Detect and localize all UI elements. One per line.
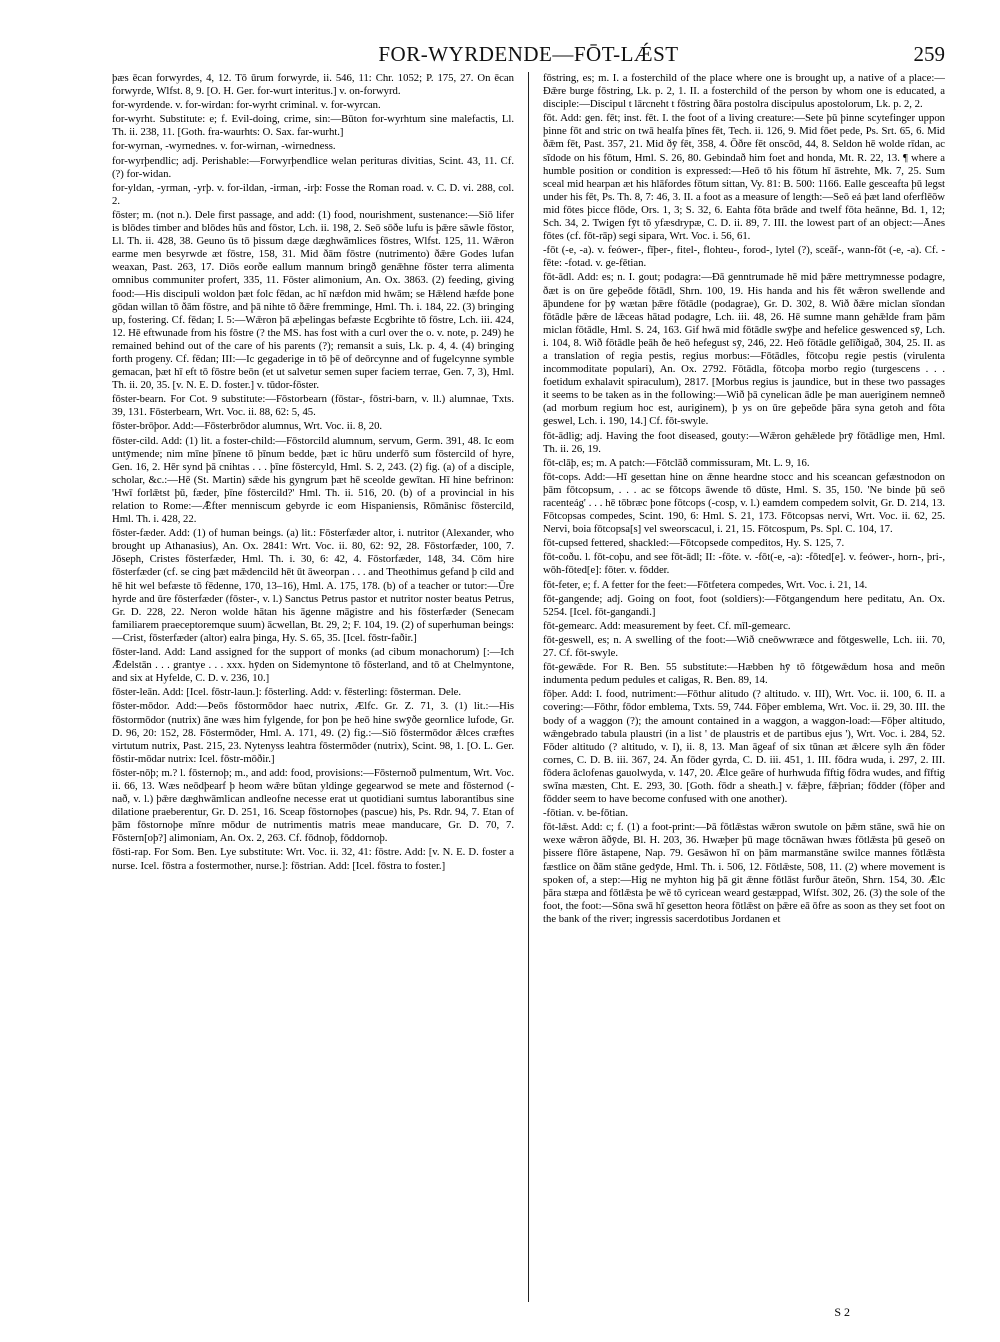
dictionary-entry: fōster-leān. Add: [Icel. fōstr-laun.]: fōsterling. Add: v. fēsterling: fōsterman. Dele. bbox=[112, 686, 462, 699]
dictionary-entry: fōt-cops. Add:—Hī gesettan hine on ǣnne heardne stocc and his sceancan gefæstnodon on þām fōtcopsum, . . . ac se fōtcops āwende tō dūste, Hml. S. 35, 150. 'Ne binde þū seō racenteág' . . . hē tōbræc þone fōtcops (-cosp, v. l.) eamdem compedem solvit, Gr. D. 214, 13. Fōtcopsas compedes, Scint. 190, 6: Hml. S. 21, 173. Fōtcopsas nervi, Wrt. Voc. ii. 62, 25. Nervi, boia fōtcopsa[s] vel sweorscacul, i. 21, 15. Fōtcospum, Ps. Spl. C. 104, 17. bbox=[543, 470, 946, 536]
page-header bbox=[112, 38, 945, 68]
dictionary-entry: fōt. Add: gen. fēt; inst. fēt. I. the foot of a living creature:—Sete þū þinne scytefinger uppon þinne fōt and stric on twā healfa þīnes fēt, Tech. ii. 126, 9. Mid fōet pede, Ps. Srt. 65, 6. Mid ðǣm fēt, Past. 357, 21. Mid ðȳ fēt, 358, 4. Ōðre fēt onscōd, 44, 8. Seldon hē wolde rīdan, ac sīdode on his fōtum, Hml. S. 26, 80. Gebindað him foet and honda, Mt. R. 22, 13. ¶ where a humble position or condition is expressed:—Heō tō his fōtum hī āstrehte, Mk. 7, 25. Sum sceal mid hearpan æt his hlāfordes fōtum sittan, Vy. 81: B. 500: 1166. Ealle gesceafta þū legst under his fēt, Ps. Th. 8, 7: 46, 3. II. a foot as a measure of length:—Seō eá þæt land oferflēōw mid fōtes þicce flōde, Ors. 1, 3; S. 32, 6. Eahta fōta brāde and twelf fōta heānne, Bd. 1, 12; Sch. 34, 2. Twigen fȳt tō yfæsdrypæ, C. D. ii. 89, 7. III. the lowest part of an object:—Ānes fōtes (cf. fōt-rāp) segi sipara, Wrt. Voc. i. 56, 61. bbox=[543, 112, 946, 243]
dictionary-entry: fōt-gemearc. Add: measurement by feet. Cf. mīl-gemearc. bbox=[543, 619, 791, 632]
dictionary-entry: fōt-coðu. l. fōt-coþu, and see fōt-ādl; II: -fōte. v. -fōt(-e, -a): -fōted[e]. v. feówer-, horn-, þri-, wōh-fōted[e]: fōter. v. fōdder. bbox=[543, 551, 946, 577]
dictionary-entry: fōt-ādl. Add: es; n. I. gout; podagra:—Ðā genntrumade hē mid þǣre mettrymnesse podagre, ðæt is on ūre geþeōde fōtādl, Shrn. 100, 19. His handa and his fēt wǣron swellende and āþundene for þȳ wætan þǣre fōtādle (podagrae), Gr. D. 302, 8. Wið ðǣre miclan sīondan fōtādle þǣre de lǣceas hātad podagre, Lch. iii. 48, 26. Hē sumne mann gehǣlde fram þām miclan fōtādle, Hml. S. 24, 163. Gif hwā mid fōtādle swȳþe and hefelice geswenced sȳ, Lch. i. 104, 8. Wið fōtādle þeāh ðe heō hefegust sȳ, 246, 22. Heō fōtādle gelīðigað, 304, 25. II. as a translation of regia pestis, regius morbus:—Fōtādles, fōtcoþu regie pestis (virulenta incommoditate populari), An. Ox. 2792. Fōtādla, fōtcoþa morbo regio (turgescens . . . foetidum exhalavit spiraculum), 2817. [Morbus regius is jaundice, but in these two passages it seems to be taken as in the following:—Wið þā cynelican ādle þe man aueriginem nemneð (ad morbum regium hoc est, auriginem), þ ys on ūre geþeōde þāra syna getoh and fōta geswel, Lch. i. 190, 14.] Cf. fōt-swyle. bbox=[543, 271, 946, 428]
dictionary-entry: fōster-fæder. Add: (1) of human beings. (a) lit.: Fōsterfæder altor, i. nutritor (Alexander, who brought up Athanasius), An. Ox. 2841: Wrt. Voc. ii. 80, 62: 92, 28. Fōstorfæder, 100, 7. Jōseph, Cristes fōsterfæder, Hml. Th. i. 30, 6: 42, 4. Fōstorfæder, 148, 34. Cōm hire fōsterfæder (cf. se cing þæt mǣdencild hēt ūt āweorpan . . . and Theothimus gefand þ cild and hē hit wel befæste tō fēdenne, 170, 13–16), Hml. A. 175, 178. (b) of a teacher or tutor:—Ūre hyrde and ūre fōsterfæder (fōster-, v. l.) Sanctus Petrus pastor et nutritor noster beatus Petrus, Gr. D. 228, 22. Neron wolde hātan his āgenne māgistre and his fōsterfæder (Senecam familiarem praeceptoremque suum) ācwellan, Bt. 29, 2; F. 104, 19. (2) of superhuman beings:—Crist, fōsterfæder (altor) ealra þinga, Hy. S. 65, 35. [Icel. fōstr-faðir.] bbox=[112, 527, 515, 644]
dictionary-entry: fōster-nōþ; m.? l. fōsternoþ; m., and add: food, provisions:—Fōsternoð pulmentum, Wrt. Voc. ii. 66, 13. Wæs neōdþearf þ heom wǣre būtan yldinge gegearwod se mete and fōsternod (-nað, v. l.) þǣre dæghwāmlican andleofne necesse erat ut quotidiani sumtus laborantibus sine dilatione praeberentur, Gr. D. 251, 16. Sceap fōstornoþes (pascue) his, Ps. Rdr. 94, 7. Etan of þām fōstornoþe mīnre mōdur de nutrimentis matris meae manducare, Gr. D. 70, 7. Fōstern[oþ?] alimoniam, An. Ox. 2, 263. Cf. fōdnoþ, fōddornoþ. bbox=[112, 766, 515, 845]
running-head: FOR-WYRDENDE—FŌT-LǼST bbox=[378, 42, 679, 66]
dictionary-entry: fōster-bearn. For Cot. 9 substitute:—Fōstorbearn (fōstar-, fōstri-barn, v. ll.) alumnae, Txts. 39, 131. Fōsterbearn, Wrt. Voc. ii. 88, 62: 5, 45. bbox=[112, 393, 515, 419]
page-number: 259 bbox=[913, 42, 945, 66]
left-column bbox=[112, 72, 514, 1302]
dictionary-entry: fōt-cupsed fettered, shackled:—Fōtcopsede compeditos, Hy. S. 125, 7. bbox=[543, 537, 845, 550]
dictionary-entry: fōþer. Add: I. food, nutriment:—Fōthur alitudo (? altitudo. v. III), Wrt. Voc. ii. 100, 6. II. a covering:—Fōthr, fōdor emblema, Txts. 59, 744. Fōþer emblema, Wrt. Voc. ii. 29, 30. III. the body of a waggon (?); the amount contained in a waggon, a waggon-load:—Fōþer altitudo, wǣngebrado tabula plaustri (in a list ' de plaustris et de partibus ejus '), Wrt. Voc. i. 284, 52. Fōder altitudo (? altitudo, v. I), ii. 8, 13. Man āgeaf of six tūnan æt ǣlcere sylh ǣn fōder cornes, C. D. B. iii. 367, 24. Ān fōder gyrda, C. D. iii. 451, 1. III. fōdra wuda, i. 297, 2. III. fōdera āclofenas gauolwyda, v. 147, 20. Ǣlce geāre of hurhwuda fīftig fōdra wudes, and fīftig swīna mæsten, Cht. E. 293, 30. [Goth. fōdr a sheath.] v. fǣþre, fǣþrian; fōdder (fōþer and fōdder seem to have become confused with one another). bbox=[543, 688, 946, 806]
dictionary-entry: for-wyrht. Substitute: e; f. Evil-doing, crime, sin:—Būton for-wyrhtum sine malefactis, Ll. Th. ii. 238, 11. [Goth. fra-waurhts: O. Sax. far-wurht.] bbox=[112, 113, 515, 139]
dictionary-entry: fōt-feter, e; f. A fetter for the feet:—Fōtfetera compedes, Wrt. Voc. i. 21, 14. bbox=[543, 578, 868, 591]
dictionary-entry: fōt-geswell, es; n. A swelling of the foot:—Wið cneōwwræce and fōtgeswelle, Lch. iii. 70, 27. Cf. fōt-swyle. bbox=[543, 633, 946, 660]
dictionary-entry: for-wyrdende. v. for-wirdan: for-wyrht criminal. v. for-wyrcan. bbox=[112, 99, 381, 112]
dictionary-entry: fōt-clāþ, es; m. A patch:—Fōtclāð commissuram, Mt. L. 9, 16. bbox=[543, 456, 810, 469]
dictionary-entry: fōt-gewǣde. For R. Ben. 55 substitute:—Hæbben hȳ tō fōtgewǣdum hosa and meōn indumenta pedum pedules et caligas, R. Ben. 89, 14. bbox=[543, 661, 946, 687]
dictionary-entry: fōstring, es; m. I. a fosterchild of the place where one is brought up, a native of a place:—Ðǣre burge fōstring, Lk. p. 2, 1. II. a fosterchild of the person by whom one is educated, a disciple:—Discipul t lārcneht t fōstring ðāra postolra discipulus apostolorum, Lk. p. 2, 2. bbox=[543, 72, 946, 111]
dictionary-entry: for-wyrþendlic; adj. Perishable:—Forwyrþendlice welan perituras divitias, Scint. 43, 11. Cf. (?) for-widan. bbox=[112, 154, 515, 180]
signature-mark: S 2 bbox=[834, 1305, 850, 1319]
dictionary-entry: fōster-land. Add: Land assigned for the support of monks (ad cibum monachorum) [:—Ich Ǣdelstān . . . grantye . . . xxx. hȳden on Sidemyntone tō fōsterland, and tō at Chelmyntone, and six at Hyfelde, C. D. v. 236, 10.] bbox=[112, 646, 515, 685]
dictionary-entry: fōster-mōdor. Add:—Þeōs fōstormōdor haec nutrix, Ælfc. Gr. Z. 71, 3. (1) lit.:—His fōstormōdor (nutrix) āne wæs him fylgende, for þon þe heō hine swȳðe geornlice lufode, Gr. D. 96, 20: 152, 28. Fōstermōder, Hml. A. 171, 49. (2) fig.:—Siō fōstermōdor ǣlces cræftes virtutum nutrix, Past. 215, 23. Nytenyss leahtra fōstermōder (nutrix), Scint. 98, 1. [O. L. Ger. fōstir-mōdar nutrix: Icel. fōstr-mōðir.] bbox=[112, 700, 515, 765]
dictionary-entry: -fōtian. v. be-fōtian. bbox=[543, 807, 629, 820]
dictionary-entry: fōt-lǣst. Add: c; f. (1) a foot-print:—Þā fōtlǣstas wǣron swutole on þǣm stāne, swā hie on wexe wǣron āðȳde, Bl. H. 203, 36. Hwæþer þū mage tōcnāwan hwæs fōtlǣsta þū geseō on þissere flōre āstapene, Nap. 79. Gesāwon hī on þām marmanstāne swilce mannes fōtlǣsta fæstlice on ðām stāne gedȳde, Hml. Th. i. 506, 12. Fōtlǣste, 508, 11. (2) where movement is spoken of, a step:—Hig ne myhton hig þā git ǣnne fōtlāst furður āteōn, Shrn. 154, 30. Ǣlc þāra stæpa and fōtlǣsta þe wē tō cyricean weard gestæppad, Wlfst. 302, 26. (3) the sole of the foot, the foot:—Sōna swā hī gesetton heora fōtlǣst on þǣre eā ōfre as soon as they set foot on the bank of the river; ingressis sacerdotibus Jordanen et bbox=[543, 821, 946, 925]
dictionary-entry: for-yldan, -yrman, -yrþ. v. for-ildan, -irman, -irþ: Fosse the Roman road. v. C. D. vi. 288, col. 2. bbox=[112, 181, 515, 207]
dictionary-entry: fōster-cild. Add: (1) lit. a foster-child:—Fōstorcild alumnum, servum, Germ. 391, 48. Ic eom untȳmende; nim mīne þīnene tō þīnum bedde, þæt ic hūru underfō sum fōstercild of hyre, Gen. 16, 2. Hēr synd þā cnihtas . . . þīne fōstercyld, Hml. S. 2, 243. (2) fig. (a) of a disciple, scholar, &c.:—Hē (St. Martin) sǣde his gyngrum þæt hē sceolde gewītan. Hī hine befrinon: 'Hwī forlǣtst þū, fæder, þīne fōstercild?' Hml. Th. ii. 516, 20. (b) of a provincial in his relation to Rome:—Ǣfter menniscum gebyrde ic eom Hispaniensis, Rōmānisc fōstercild, Hml. Th. i. 428, 22. bbox=[112, 434, 515, 526]
dictionary-entry: fōt-ādlig; adj. Having the foot diseased, gouty:—Wǣron gehǣlede þrȳ fōtādlige men, Hml. Th. ii. 26, 19. bbox=[543, 429, 946, 455]
dictionary-entry: þæs ēcan forwyrdes, 4, 12. Tō ūrum forwyrde, ii. 546, 11: Chr. 1052; P. 175, 27. On ēcan forwyrde, Wlfst. 8, 9. [O. H. Ger. for-wurt interitus.] v. on-forwyrd. bbox=[112, 72, 515, 98]
dictionary-entry: fōster; m. (not n.). Dele first passage, and add: (1) food, nourishment, sustenance:—Siō lifer is blōdes timber and blōdes hūs and fōstor, Lch. ii. 198, 2. Seō sōðe lufu is þǣre sāwle fōstor, Ll. Th. ii. 428, 38. Geuno ūs tō þissum dæge dæghwāmlices fōstres, Wlfst. 125, 11. Wǣron earme men besyrwde æt fōstre, 158, 31. Mid ðām fōstre (nutrimento) ðǣre Godes lufan weaxan, Past. 263, 17. Diōs eorðe eallum mannum bringð genǣhne fōster terra alimenta omnibus communiter profert, 335, 11. Fōster alimonium, An. Ox. 3863. (2) feeding, giving food:—His discipuli woldon þæt folc fēdan, ac hī næfdon mid hwām; se Hǣlend hæfde þone gōdan willan tō ðām fōstre, and þā nihte tō ðǣre fremminge, Hml. Th. i. 184, 22. (3) bringing up, fostering. Cf. fēdan; I. 5:—Wǣron þā æþelingas befæste Ecgbrihte tō fōstre, Lch. iii. 424, 12. Hē eftwunade from his fōstre (? the MS. has fost with a curl over the o. v. note, p. 249) he remained behind out of the care of his parents (?); remansit a suis, Lk. p. 4, 4. (4) bringing forth progeny. Cf. fēdan; III:—Ic gegaderige in tō þē of deōrcynne and of fugelcynne symble gemacan, þæt hī eft tō fōstre beōn (et ut salvetur semen super faciem terrae, Gen. 7, 3), Hml. Th. ii. 20, 35. [v. N. E. D. foster.] v. tūdor-fōster. bbox=[112, 208, 515, 392]
dictionary-entry: fōster-brōþor. Add:—Fōsterbrōdor alumnus, Wrt. Voc. ii. 8, 20. bbox=[112, 420, 383, 433]
right-column bbox=[543, 72, 945, 1302]
dictionary-entry: -fōt (-e, -a). v. feówer-, fīþer-, fitel-, flohteu-, forod-, lytel (?), sceāf-, wann-fōt (-e, -a). Cf. -fēte: -fotad. v. ge-fētian. bbox=[543, 244, 946, 270]
column-rule bbox=[528, 72, 529, 1302]
dictionary-entry: for-wyrnan, -wyrnednes. v. for-wirnan, -wirnedness. bbox=[112, 140, 336, 153]
dictionary-entry: fōt-gangende; adj. Going on foot, foot (soldiers):—Fōtgangendum here peditatu, An. Ox. 5254. [Icel. fōt-gangandi.] bbox=[543, 592, 946, 618]
two-column-body bbox=[112, 72, 945, 1302]
dictionary-entry: fōsti-rap. For Som. Ben. Lye substitute: Wrt. Voc. ii. 32, 41: fōstre. Add: [v. N. E. D. foster a nurse. Icel. fōstra a fostermother, nurse.]: fōstrian. Add: [Icel. fōstra to foster.] bbox=[112, 846, 515, 872]
